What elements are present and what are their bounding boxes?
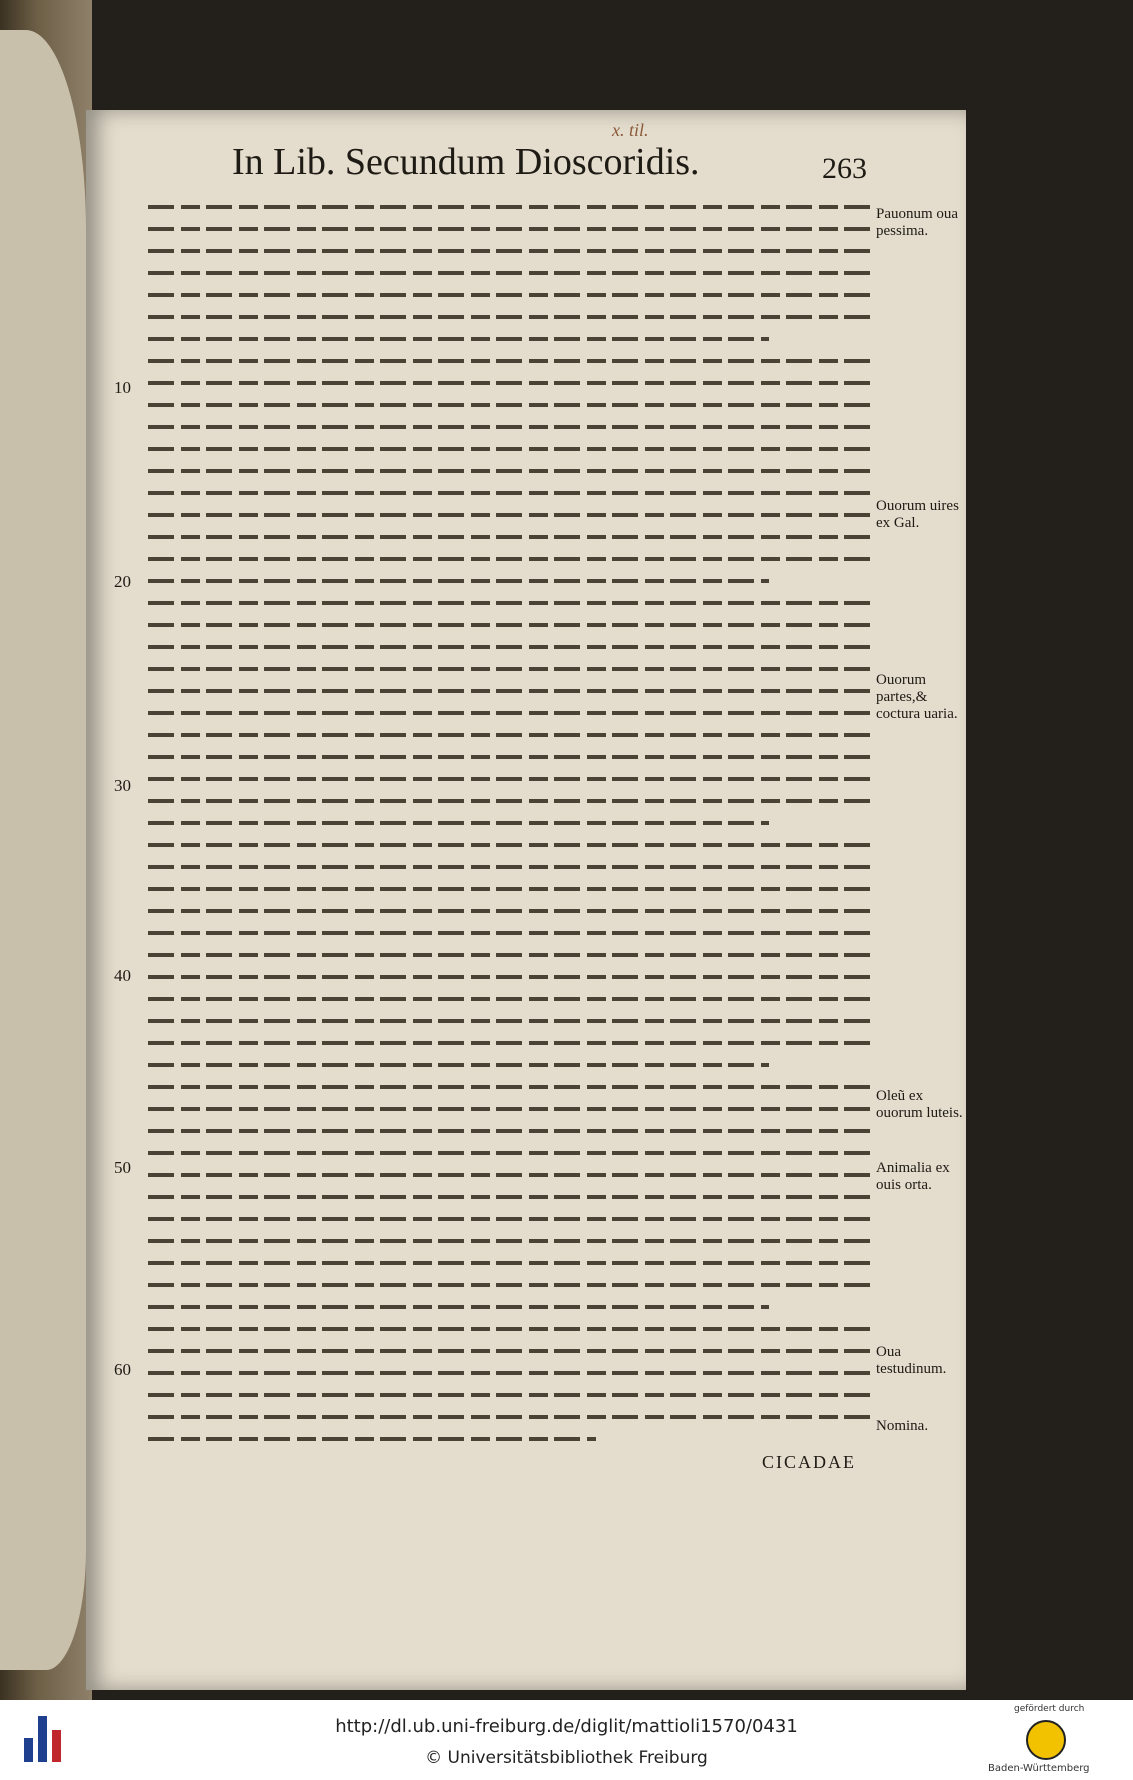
text-line (148, 570, 870, 592)
funder-name: Baden-Württemberg (988, 1763, 1090, 1774)
text-line (148, 592, 870, 614)
text-line (148, 922, 870, 944)
text-line (148, 724, 870, 746)
text-line (148, 702, 870, 724)
text-line (148, 944, 870, 966)
line-number: 40 (114, 966, 131, 985)
text-line (148, 1186, 870, 1208)
text-line (148, 240, 870, 262)
text-line (148, 812, 870, 834)
margin-note: Pauonum oua pessima. (876, 206, 959, 239)
text-line (148, 504, 870, 526)
body-text-block (148, 196, 870, 1450)
text-line (148, 306, 870, 328)
handwritten-annotation: x. til. (612, 120, 649, 140)
text-line (148, 526, 870, 548)
text-line (148, 1098, 870, 1120)
text-line (148, 680, 870, 702)
text-line (148, 768, 870, 790)
text-line (148, 1296, 870, 1318)
text-line (148, 1230, 870, 1252)
running-head: In Lib. Secundum Dioscoridis. (232, 141, 700, 183)
text-line (148, 790, 870, 812)
text-line (148, 614, 870, 636)
text-line (148, 834, 870, 856)
line-number: 20 (114, 572, 131, 591)
text-line (148, 988, 870, 1010)
text-line (148, 1318, 870, 1340)
copyright-notice: © Universitätsbibliothek Freiburg (425, 1748, 708, 1768)
line-number: 30 (114, 776, 131, 795)
funder-seal-icon (1026, 1720, 1066, 1760)
footer-bar (0, 1700, 1133, 1780)
text-line (148, 1384, 870, 1406)
margin-note: Oleũ ex ouorum luteis. (876, 1088, 963, 1121)
text-line (148, 196, 870, 218)
text-line (148, 1274, 870, 1296)
text-line (148, 1362, 870, 1384)
margin-note: Nomina. (876, 1418, 929, 1434)
text-line (148, 1208, 870, 1230)
text-line (148, 1428, 870, 1450)
text-line (148, 1054, 870, 1076)
margin-note: Ouorum partes,& coctura uaria. (876, 672, 958, 722)
text-line (148, 372, 870, 394)
funding-label: gefördert durch (1014, 1704, 1085, 1714)
text-line (148, 350, 870, 372)
text-line (148, 1252, 870, 1274)
text-line (148, 416, 870, 438)
line-number: 60 (114, 1360, 131, 1379)
text-line (148, 1120, 870, 1142)
text-line (148, 856, 870, 878)
text-line (148, 746, 870, 768)
margin-note: Ouorum uires ex Gal. (876, 498, 959, 531)
line-number: 50 (114, 1158, 131, 1177)
text-line (148, 1406, 870, 1428)
text-line (148, 1142, 870, 1164)
previous-page-edge (0, 30, 86, 1670)
text-line (148, 1164, 870, 1186)
text-line (148, 1010, 870, 1032)
margin-note: Animalia ex ouis orta. (876, 1160, 950, 1193)
text-line (148, 548, 870, 570)
catchword: CICADAE (762, 1452, 856, 1472)
text-line (148, 284, 870, 306)
text-line (148, 482, 870, 504)
text-line (148, 1032, 870, 1054)
page-url-link[interactable]: http://dl.ub.uni-freiburg.de/diglit/mattioli1570/0431 (335, 1716, 798, 1737)
text-line (148, 394, 870, 416)
text-line (148, 262, 870, 284)
text-line (148, 438, 870, 460)
line-number: 10 (114, 378, 131, 397)
text-line (148, 328, 870, 350)
text-line (148, 900, 870, 922)
text-line (148, 1076, 870, 1098)
text-line (148, 636, 870, 658)
page-number: 263 (822, 152, 867, 185)
text-line (148, 1340, 870, 1362)
text-line (148, 878, 870, 900)
text-line (148, 966, 870, 988)
text-line (148, 460, 870, 482)
text-line (148, 658, 870, 680)
margin-note: Oua testudinum. (876, 1344, 947, 1377)
text-line (148, 218, 870, 240)
